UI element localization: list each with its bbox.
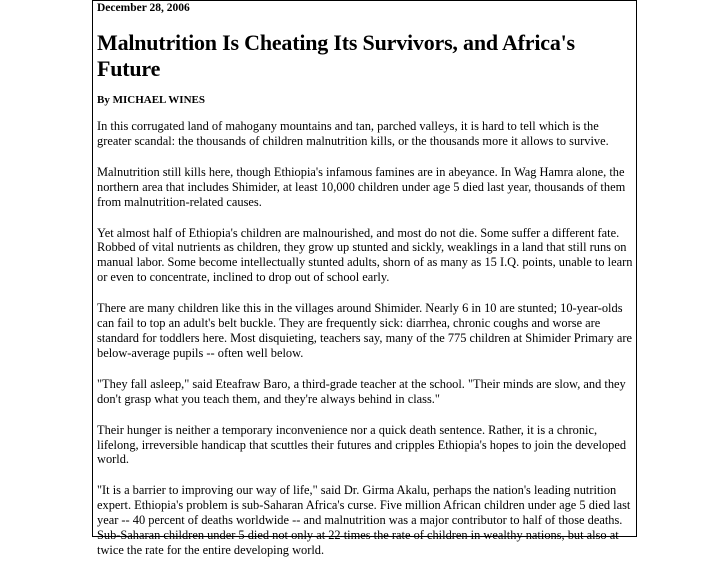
- article-paragraph: There are many children like this in the villages around Shimider. Nearly 6 in 10 are stunted; 10-year-olds can fail to top an adult's belt buckle. They are frequently sick: diarrhea, chronic coughs and worse are standard for toddlers here. Most disquieting, teachers say, many of the 775 children at Shimider Primary are below-average pupils -- often well below.: [97, 301, 632, 360]
- article-headline: Malnutrition Is Cheating Its Survivors, and Africa's Future: [97, 30, 575, 81]
- article-paragraph: "It is a barrier to improving our way of life," said Dr. Girma Akalu, perhaps the nation's leading nutrition expert. Ethiopia's problem is sub-Saharan Africa's curse. Five million African children under age 5 died last year -- 40 percent of deaths worldwide -- and malnutrition was a major contributor to half of those deaths. Sub-Saharan children under 5 died not only at 22 times the rate of children in wealthy nations, but also at twice the rate for the entire developing world.: [97, 483, 631, 557]
- article-page: [92, 0, 637, 557]
- article-paragraph: Yet almost half of Ethiopia's children are malnourished, and most do not die. Some suffer a different fate. Robbed of vital nutrients as children, they grow up stunted and sickly, weaklings in a land that still runs on manual labor. Some become intellectually stunted adults, shorn of as many as 15 I.Q. points, unable to learn or even to concentrate, inclined to drop out of school early.: [97, 225, 633, 285]
- article-byline: By MICHAEL WINES: [97, 94, 205, 106]
- article-paragraph: Their hunger is neither a temporary inconvenience nor a quick death sentence. Rather, it is a chronic, lifelong, irreversible handicap that scuttles their futures and cripples Ethiopia's hopes to join the developed world.: [97, 422, 627, 467]
- article-paragraph: In this corrugated land of mahogany mountains and tan, parched valleys, it is hard to tell which is the greater scandal: the thousands of children malnutrition kills, or the thousands more it allows to survive.: [97, 119, 609, 148]
- article-date: December 28, 2006: [97, 2, 190, 14]
- article-paragraph: "They fall asleep," said Eteafraw Baro, a third-grade teacher at the school. "Their minds are slow, and they don't grasp what you teach them, and they're always behind in class.": [97, 376, 626, 406]
- article-body: [97, 119, 635, 574]
- article-paragraph: Malnutrition still kills here, though Ethiopia's infamous famines are in abeyance. In Wag Hamra alone, the northern area that includes Shimider, at least 10,000 children under age 5 died last year, thousands of them from malnutrition-related causes.: [97, 164, 626, 209]
